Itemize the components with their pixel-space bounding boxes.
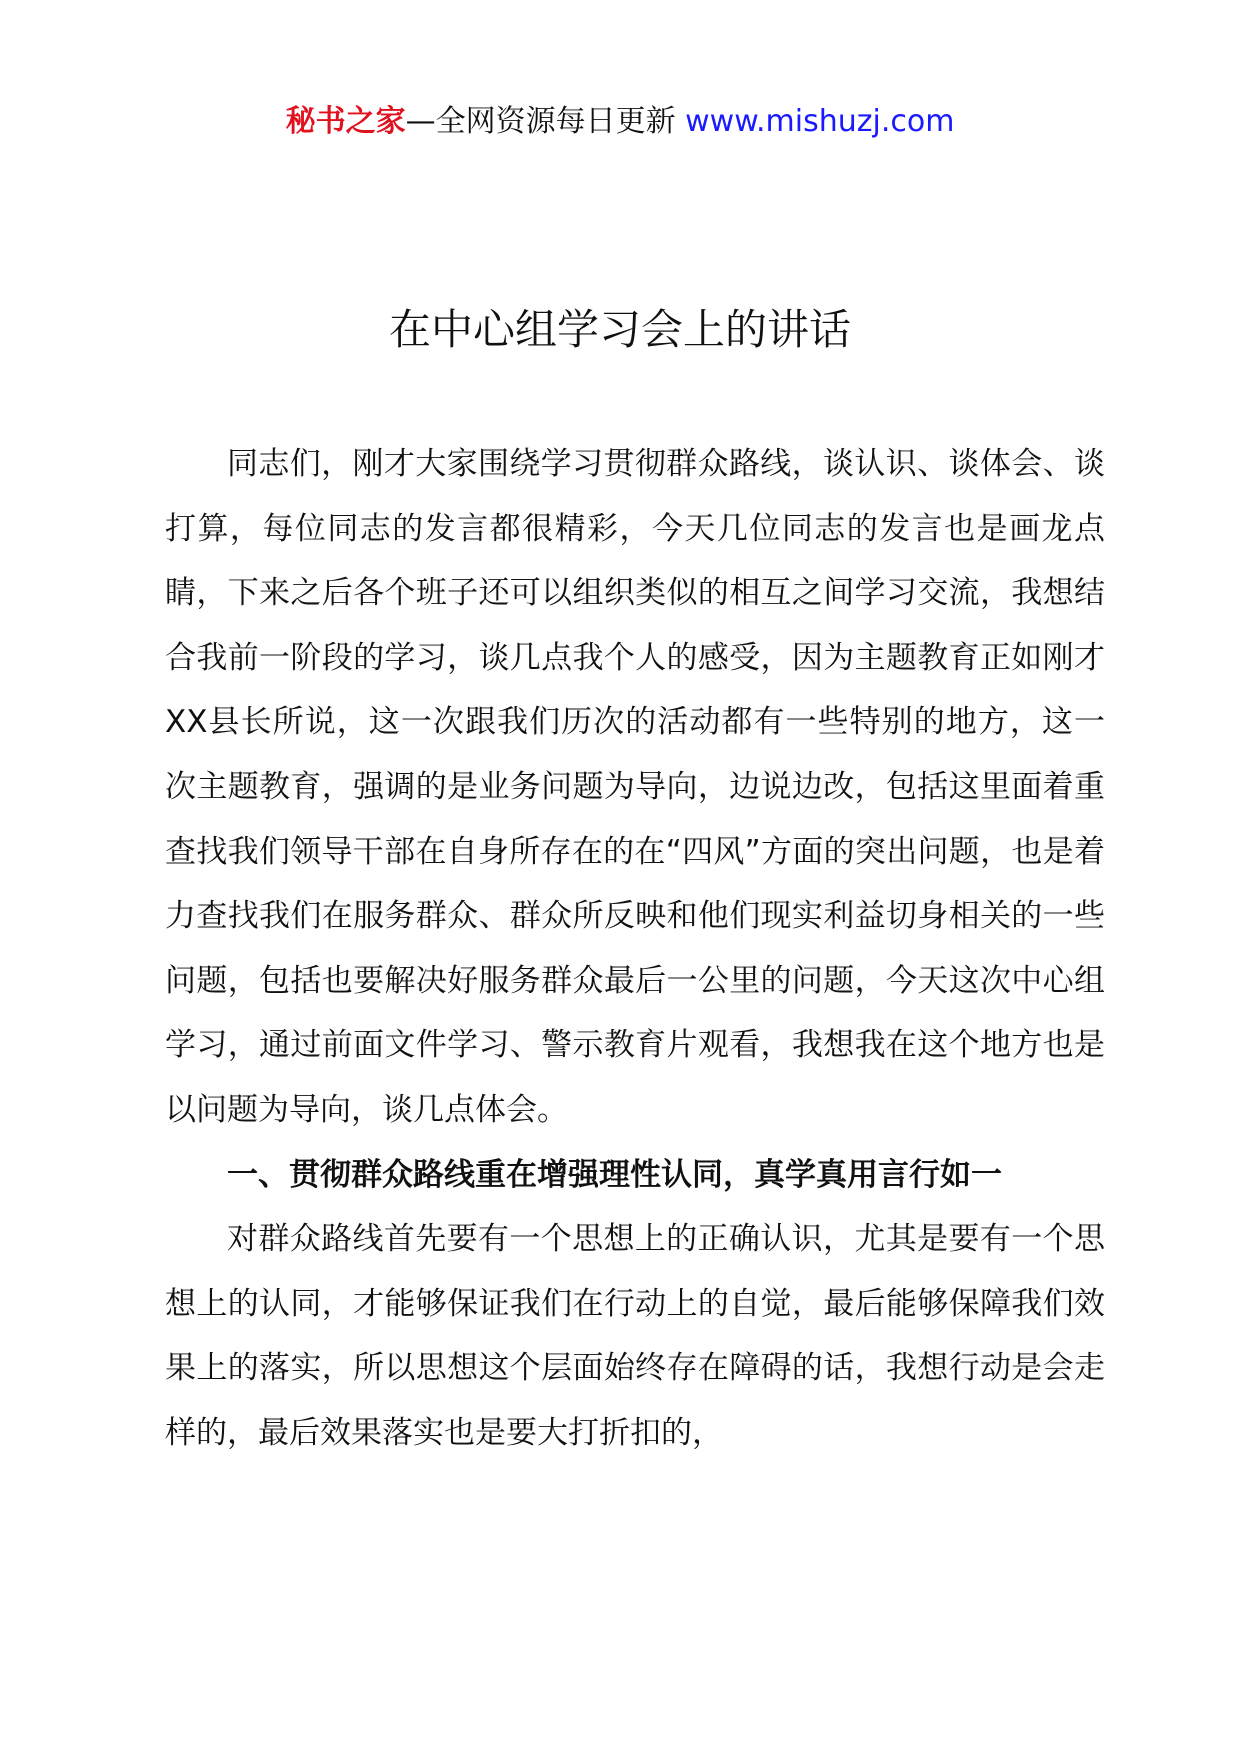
site-link[interactable]: www.mishuzj.com (685, 104, 955, 139)
section-heading-1: 一、贯彻群众路线重在增强理性认同，真学真用言行如一 (227, 1156, 1002, 1193)
paragraph-section-1: 对群众路线首先要有一个思想上的正确认识，尤其是要有一个思想上的认同，才能够保证我们在行动上的自觉，最后能够保障我们效果上的落实，所以思想这个层面始终存在障碍的话，我想行动是会走样的，最后效果落实也是要大打折扣的， (165, 1221, 1105, 1451)
document-body (165, 432, 1105, 1466)
header-tagline: —全网资源每日更新 (405, 104, 686, 139)
site-header (0, 100, 1240, 144)
paragraph-intro: 同志们，刚才大家围绕学习贯彻群众路线，谈认识、谈体会、谈打算，每位同志的发言都很精彩，今天几位同志的发言也是画龙点睛，下来之后各个班子还可以组织类似的相互之间学习交流，我想结合我前一阶段的学习，谈几点我个人的感受，因为主题教育正如刚才XX县长所说，这一次跟我们历次的活动都有一些特别的地方，这一次主题教育，强调的是业务问题为导向，边说边改，包括这里面着重查找我们领导干部在自身所存在的在“四风”方面的突出问题，也是着力查找我们在服务群众、群众所反映和他们现实利益切身相关的一些问题，包括也要解决好服务群众最后一公里的问题，今天这次中心组学习，通过前面文件学习、警示教育片观看，我想我在这个地方也是以问题为导向，谈几点体会。 (165, 446, 1105, 1128)
brand-name: 秘书之家 (285, 104, 406, 139)
document-title: 在中心组学习会上的讲话 (388, 305, 851, 354)
